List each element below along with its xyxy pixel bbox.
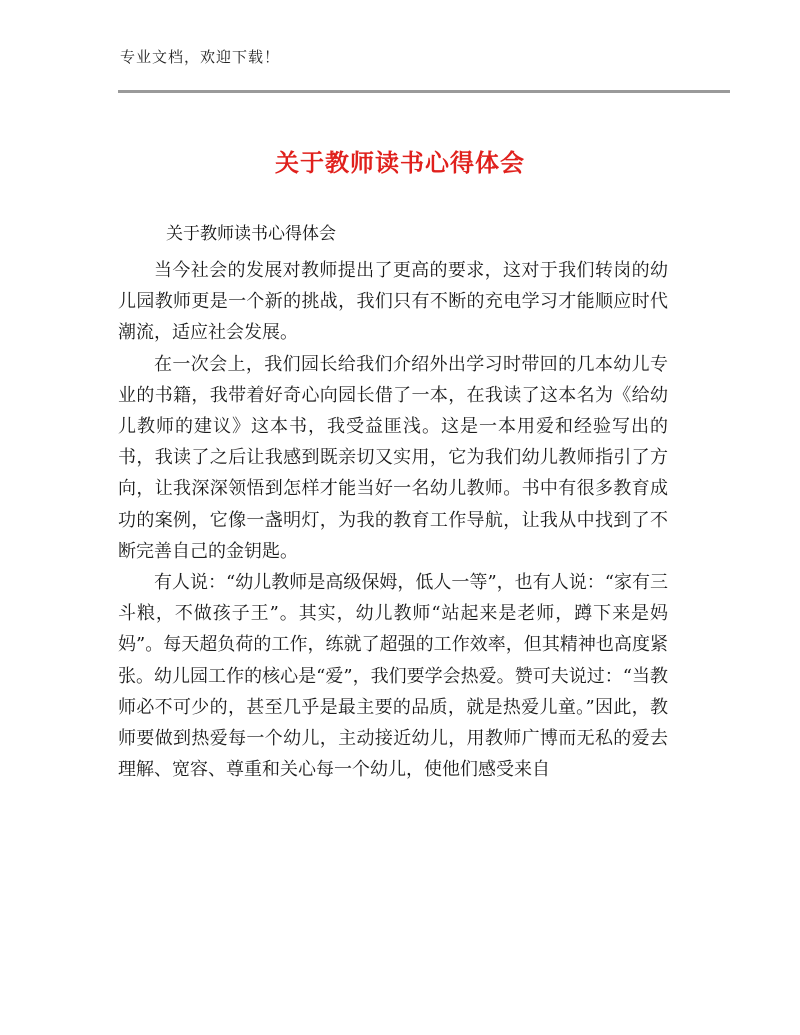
body-paragraph: 有人说：“幼儿教师是高级保姆，低人一等”，也有人说：“家有三斗粮，不做孩子王”。其实，幼儿教师“站起来是老师，蹲下来是妈妈”。每天超负荷的工作，练就了超强的工作效率，但其精神也高度紧张。幼儿园工作的核心是“爱”，我们要学会热爱。赞可夫说过：“当教师必不可少的，甚至几乎是最主要的品质，就是热爱儿童。”因此，教师要做到热爱每一个幼儿，主动接近幼儿，用教师广博而无私的爱去理解、宽容、尊重和关心每一个幼儿，使他们感受来自: [118, 572, 668, 781]
header-note: 专业文档，欢迎下载！: [120, 48, 281, 66]
header-divider: [118, 90, 730, 93]
document-subheading: 关于教师读书心得体会: [166, 224, 336, 244]
body-paragraph: 当今社会的发展对教师提出了更高的要求，这对于我们转岗的幼儿园教师更是一个新的挑战，我们只有不断的充电学习才能顺应时代潮流，适应社会发展。: [118, 260, 668, 344]
document-title: 关于教师读书心得体会: [275, 149, 525, 177]
document-body: [118, 255, 668, 785]
body-paragraph: 在一次会上，我们园长给我们介绍外出学习时带回的几本幼儿专业的书籍，我带着好奇心向园长借了一本，在我读了这本名为《给幼儿教师的建议》这本书，我受益匪浅。这是一本用爱和经验写出的书，我读了之后让我感到既亲切又实用，它为我们幼儿教师指引了方向，让我深深领悟到怎样才能当好一名幼儿教师。书中有很多教育成功的案例，它像一盏明灯，为我的教育工作导航，让我从中找到了不断完善自己的金钥匙。: [118, 353, 668, 562]
